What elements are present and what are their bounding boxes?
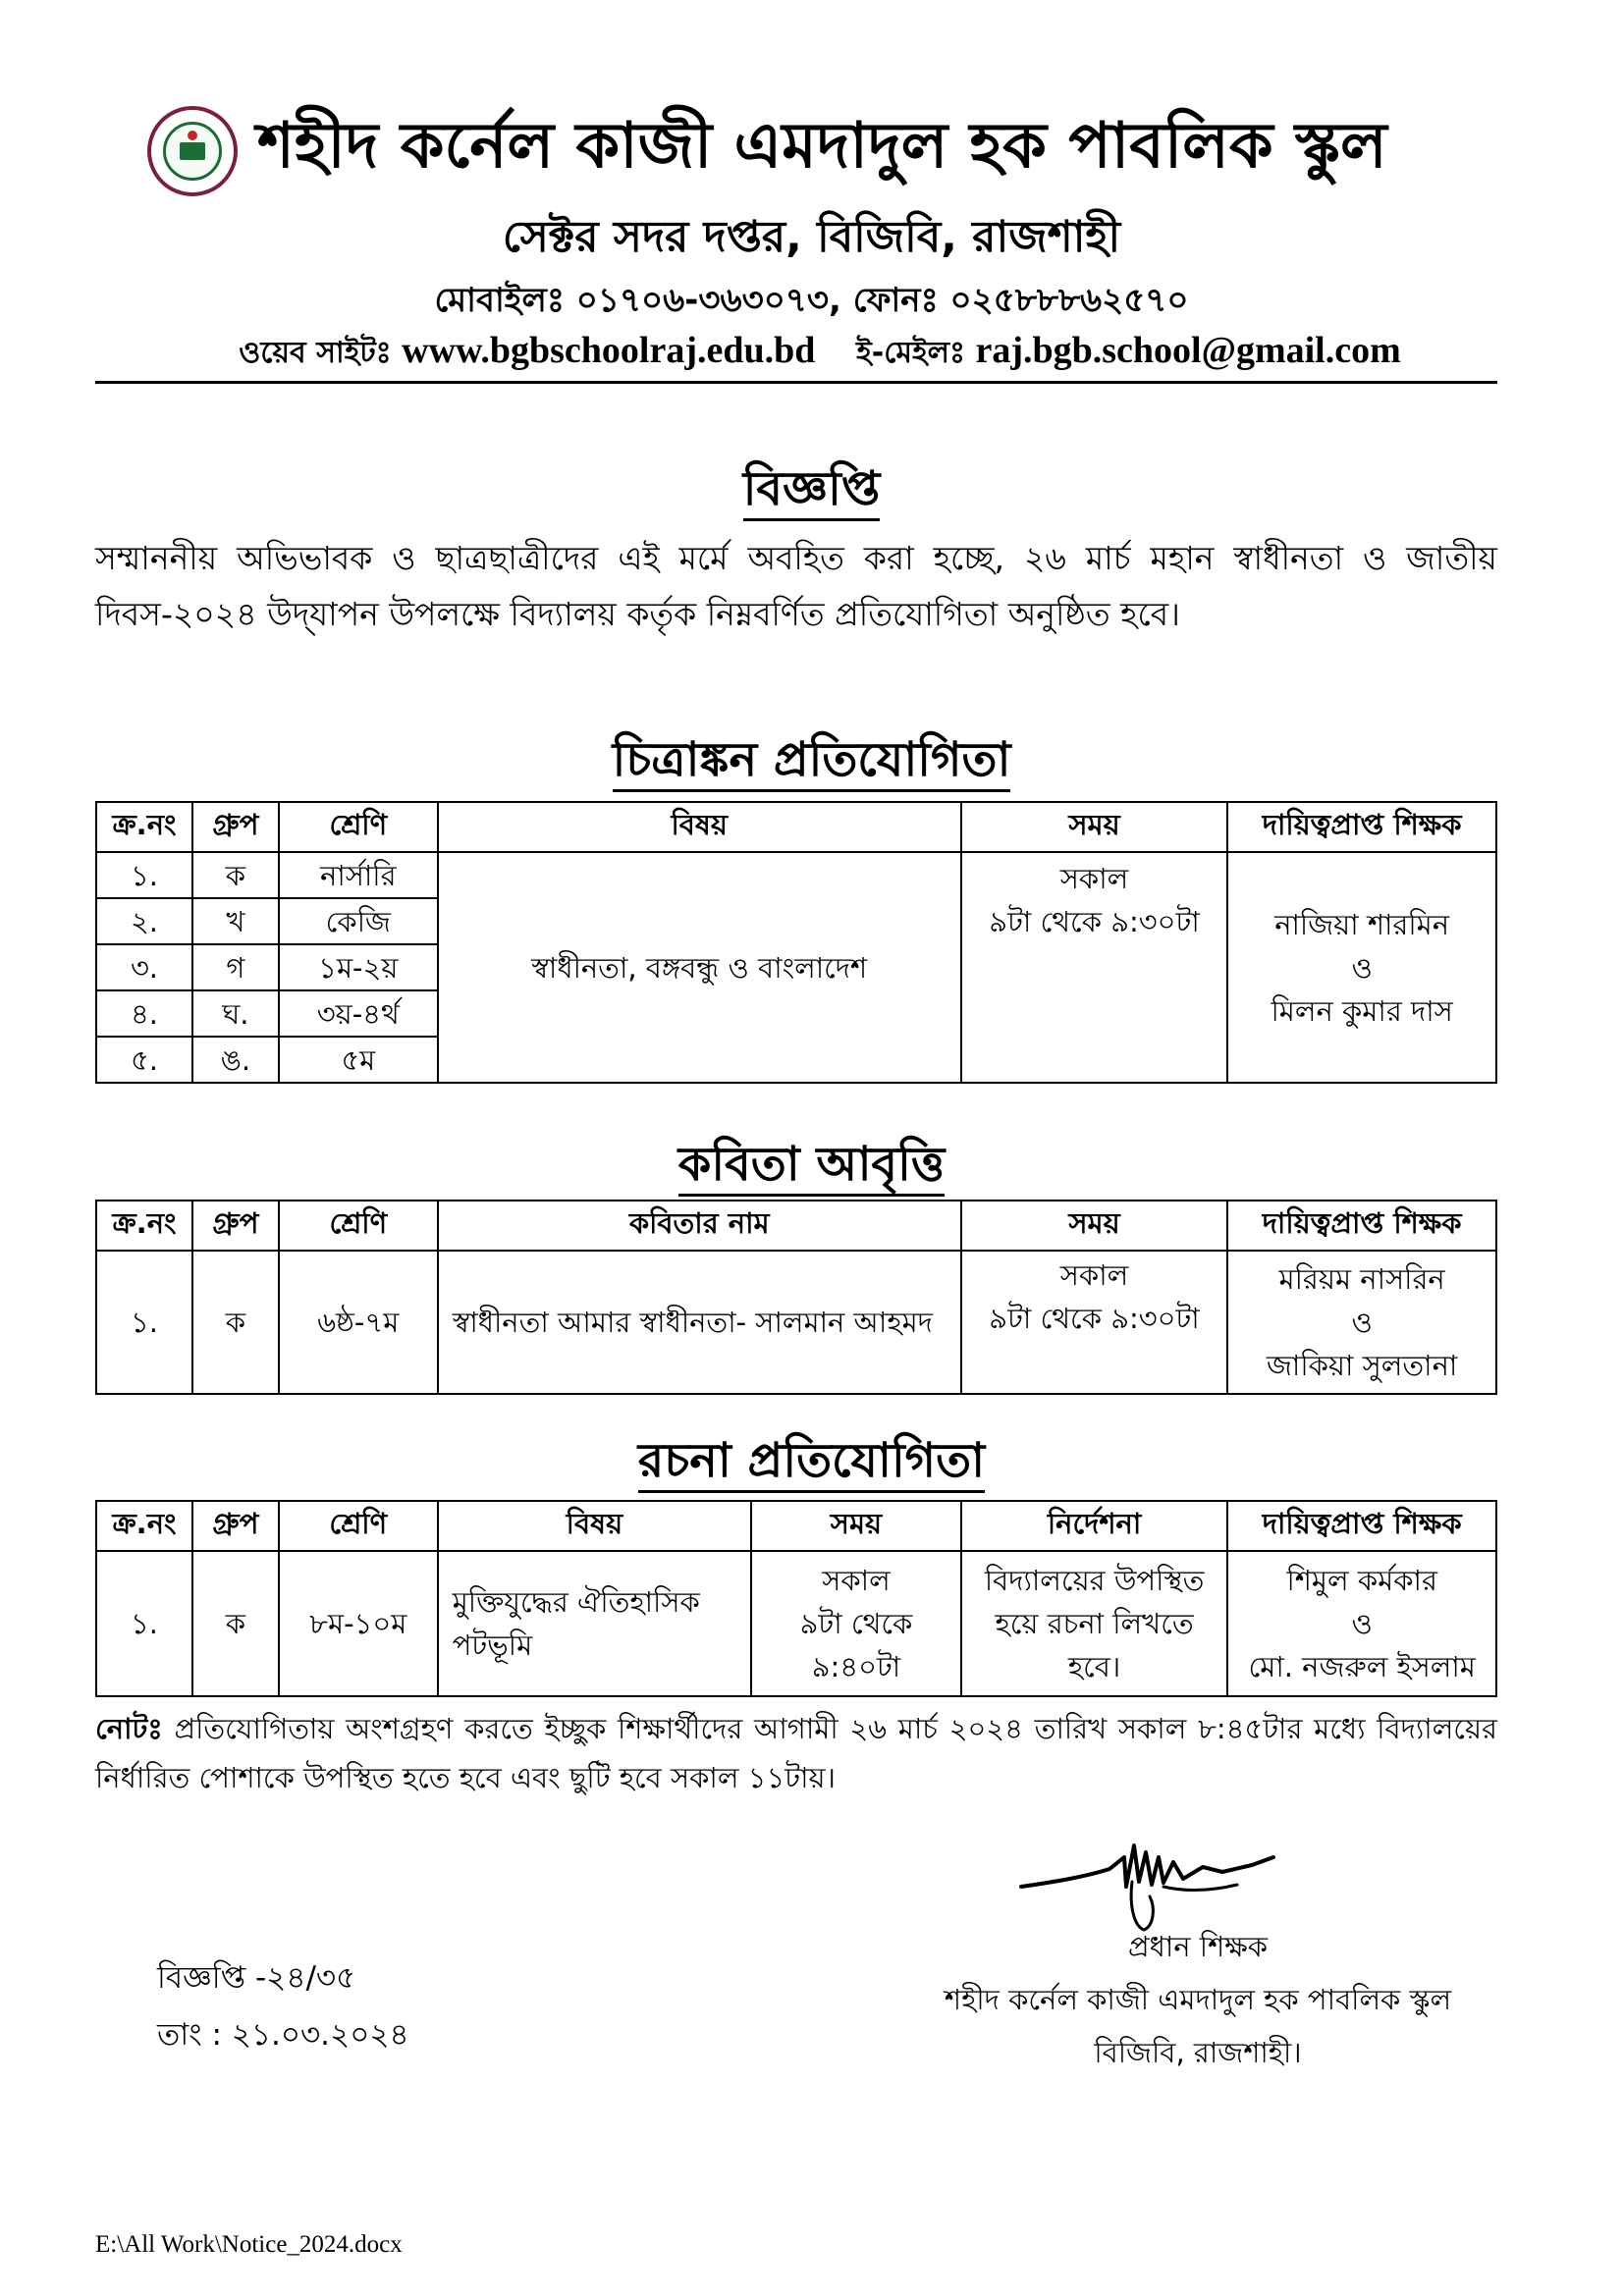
teacher-name: জাকিয়া সুলতানা: [1266, 1349, 1458, 1382]
time-line: ৯টা থেকে ৯:৩০টা: [989, 905, 1200, 938]
time-line: ৯:৪০টা: [811, 1650, 901, 1683]
header-cell: সময়: [961, 1201, 1228, 1251]
header-cell: শ্রেণি: [279, 802, 438, 852]
time-line: সকাল: [1059, 1258, 1129, 1292]
header-cell: দায়িত্বপ্রাপ্ত শিক্ষক: [1227, 802, 1496, 852]
class-cell: কেজি: [279, 898, 438, 944]
group-cell: ঙ.: [192, 1037, 279, 1083]
group-cell: ক: [192, 852, 279, 898]
notice-title: বিজ্ঞপ্তি: [0, 454, 1623, 531]
poem-cell: স্বাধীনতা আমার স্বাধীনতা- সালমান আহমদ: [438, 1251, 961, 1394]
signatory-place: বিজিবি, রাজশাহী।: [1094, 2036, 1302, 2069]
signatory-block: [854, 1920, 1542, 2079]
essay-section-title: রচনা প্রতিযোগিতা: [0, 1425, 1623, 1503]
recitation-section-title: কবিতা আবৃত্তি: [0, 1129, 1623, 1206]
email-link[interactable]: raj.bgb.school@gmail.com: [975, 330, 1401, 371]
class-cell: নার্সারি: [279, 852, 438, 898]
teacher-conjunction: ও: [1351, 1607, 1373, 1640]
serial-cell: ৫.: [96, 1037, 192, 1083]
header-divider: [95, 381, 1497, 384]
notice-date: তাং : ২১.০৩.২০২৪: [157, 2017, 409, 2053]
teacher-cell: [1227, 1551, 1496, 1696]
header-cell: গ্রুপ: [192, 1501, 279, 1551]
header-cell: ক্র.নং: [96, 1501, 192, 1551]
logo-book-icon: [180, 142, 205, 160]
table-row: [96, 852, 1496, 898]
class-cell: ৫ম: [279, 1037, 438, 1083]
table-header-row: [96, 1501, 1496, 1551]
header-cell: বিষয়: [438, 1501, 751, 1551]
note-paragraph: [95, 1704, 1497, 1802]
serial-cell: ৪.: [96, 990, 192, 1037]
web-contact-line: [147, 329, 1492, 379]
header-cell: শ্রেণি: [279, 1501, 438, 1551]
serial-cell: ১.: [96, 1551, 192, 1696]
serial-cell: ৩.: [96, 944, 192, 990]
teacher-conjunction: ও: [1351, 1306, 1373, 1339]
header-cell: ক্র.নং: [96, 1201, 192, 1251]
table-header-row: [96, 1201, 1496, 1251]
school-address: সেক্টর সদর দপ্তর, বিজিবি, রাজশাহী: [502, 212, 1121, 262]
table-header-row: [96, 802, 1496, 852]
drawing-section-title: চিত্রাঙ্কন প্রতিযোগিতা: [0, 724, 1623, 802]
serial-cell: ১.: [96, 852, 192, 898]
signatory-school: শহীদ কর্নেল কাজী এমদাদুল হক পাবলিক স্কুল: [944, 1983, 1452, 2016]
essay-table: [95, 1500, 1497, 1697]
group-cell: ক: [192, 1551, 279, 1696]
email-label: ই-মেইলঃ: [856, 336, 966, 370]
serial-cell: ২.: [96, 898, 192, 944]
header-cell: গ্রুপ: [192, 1201, 279, 1251]
header-cell: সময়: [961, 802, 1228, 852]
teacher-name: মরিয়ম নাসরিন: [1278, 1262, 1445, 1296]
contact-numbers: মোবাইলঃ ০১৭০৬-৩৬৩০৭৩, ফোনঃ ০২৫৮৮৮৬২৫৭০: [434, 281, 1189, 320]
header-cell: সময়: [751, 1501, 961, 1551]
notice-intro: সম্মাননীয় অভিভাবক ও ছাত্রছাত্রীদের এই মর্মে অবহিত করা হচ্ছে, ২৬ মার্চ মহান স্বাধীনতা ও জাতীয় দিবস-২০২৪ উদ্‌যাপন উপলক্ষে বিদ্যালয় কর্তৃক নিম্নবর্ণিত প্রতিযোগিতা অনুষ্ঠিত হবে।: [95, 539, 1497, 633]
table-row: [96, 1251, 1496, 1394]
note-text: প্রতিযোগিতায় অংশগ্রহণ করতে ইচ্ছুক শিক্ষার্থীদের আগামী ২৬ মার্চ ২০২৪ তারিখ সকাল ৮:৪৫টার মধ্যে বিদ্যালয়ের নির্ধারিত পোশাকে উপস্থিত হতে হবে এবং ছুটি হবে সকাল ১১টায়।: [95, 1712, 1497, 1794]
group-cell: খ: [192, 898, 279, 944]
time-cell: [961, 1251, 1228, 1394]
time-line: ৯টা থেকে: [799, 1607, 913, 1640]
class-cell: ৮ম-১০ম: [279, 1551, 438, 1696]
time-line: সকাল: [1059, 862, 1129, 895]
website-label: ওয়েব সাইটঃ: [239, 336, 392, 370]
school-name: শহীদ কর্নেল কাজী এমদাদুল হক পাবলিক স্কুল: [257, 110, 1387, 183]
table-row: [96, 1551, 1496, 1696]
header-cell: কবিতার নাম: [438, 1201, 961, 1251]
header-cell: দায়িত্বপ্রাপ্ত শিক্ষক: [1227, 1201, 1496, 1251]
group-cell: গ: [192, 944, 279, 990]
header-cell: শ্রেণি: [279, 1201, 438, 1251]
school-logo: [147, 106, 238, 196]
header-cell: নির্দেশনা: [961, 1501, 1228, 1551]
teacher-name: নাজিয়া শারমিন: [1274, 907, 1450, 941]
subject-cell: মুক্তিযুদ্ধের ঐতিহাসিক পটভূমি: [438, 1551, 751, 1696]
signatory-designation: প্রধান শিক্ষক: [1127, 1930, 1269, 1963]
teacher-name: মিলন কুমার দাস: [1271, 993, 1453, 1028]
group-cell: ক: [192, 1251, 279, 1394]
teacher-name: মো. নজরুল ইসলাম: [1248, 1650, 1476, 1683]
file-path: E:\All Work\Notice_2024.docx: [95, 2231, 403, 2258]
serial-cell: ১.: [96, 1251, 192, 1394]
teacher-cell: [1227, 852, 1496, 1083]
group-cell: ঘ.: [192, 990, 279, 1037]
drawing-table: [95, 801, 1497, 1084]
time-line: ৯টা থেকে ৯:৩০টা: [989, 1302, 1200, 1335]
teacher-cell: [1227, 1251, 1496, 1394]
notice-reference: [157, 1949, 409, 2063]
time-cell: [751, 1551, 961, 1696]
logo-sun-icon: [188, 131, 197, 140]
instruction-cell: বিদ্যালয়ের উপস্থিত হয়ে রচনা লিখতে হবে।: [961, 1551, 1228, 1696]
class-cell: ৩য়-৪র্থ: [279, 990, 438, 1037]
header-cell: বিষয়: [438, 802, 961, 852]
header-cell: দায়িত্বপ্রাপ্ত শিক্ষক: [1227, 1501, 1496, 1551]
time-line: সকাল: [822, 1564, 891, 1597]
note-label: নোটঃ: [95, 1712, 163, 1745]
teacher-name: শিমুল কর্মকার: [1286, 1564, 1437, 1597]
header-cell: গ্রুপ: [192, 802, 279, 852]
recitation-table: [95, 1200, 1497, 1395]
subject-cell: স্বাধীনতা, বঙ্গবন্ধু ও বাংলাদেশ: [438, 852, 961, 1083]
teacher-conjunction: ও: [1351, 950, 1373, 985]
time-cell: [961, 852, 1228, 1083]
website-link[interactable]: www.bgbschoolraj.edu.bd: [402, 330, 816, 371]
logo-emblem: [163, 122, 222, 181]
header-cell: ক্র.নং: [96, 802, 192, 852]
class-cell: ৬ষ্ঠ-৭ম: [279, 1251, 438, 1394]
class-cell: ১ম-২য়: [279, 944, 438, 990]
reference-number: বিজ্ঞপ্তি -২৪/৩৫: [157, 1960, 356, 1996]
